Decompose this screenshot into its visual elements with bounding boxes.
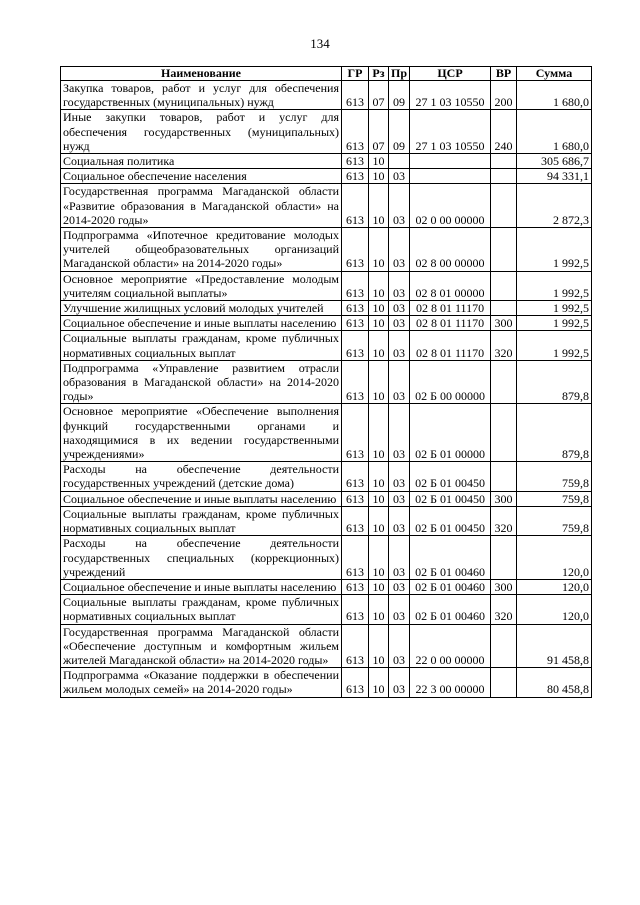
cell-csr [410,154,491,169]
cell-name: Государственная программа Магаданской области «Обеспечение доступным и комфортным жильем жителей Магаданской области» на 2014-2020 годы» [61,624,342,668]
table-row [61,301,592,316]
cell-vr [491,462,517,491]
cell-name: Социальное обеспечение населения [61,169,342,184]
cell-pr: 03 [389,331,410,360]
table-row [61,271,592,300]
cell-vr: 320 [491,331,517,360]
cell-gr: 613 [342,81,369,110]
cell-vr [491,169,517,184]
cell-vr: 240 [491,110,517,154]
cell-gr: 613 [342,668,369,697]
cell-sum: 1 992,5 [517,316,592,331]
cell-name: Социальное обеспечение и иные выплаты населению [61,491,342,506]
cell-sum: 120,0 [517,536,592,580]
table-row [61,169,592,184]
cell-name: Основное мероприятие «Обеспечение выполнения функций государственными органами и находящимися в их ведении государственными учреждениями» [61,404,342,462]
cell-rz: 10 [369,624,389,668]
cell-rz: 10 [369,404,389,462]
cell-pr: 09 [389,110,410,154]
cell-name: Социальные выплаты гражданам, кроме публичных нормативных социальных выплат [61,331,342,360]
cell-name: Иные закупки товаров, работ и услуг для обеспечения государственных (муниципальных) нужд [61,110,342,154]
cell-vr: 320 [491,595,517,624]
cell-csr: 02 8 01 00000 [410,271,491,300]
cell-pr: 03 [389,360,410,404]
cell-rz: 10 [369,462,389,491]
cell-vr [491,668,517,697]
cell-sum: 1 992,5 [517,331,592,360]
cell-pr: 03 [389,579,410,594]
cell-csr: 02 Б 01 00000 [410,404,491,462]
cell-csr: 02 Б 00 00000 [410,360,491,404]
cell-csr: 22 3 00 00000 [410,668,491,697]
cell-rz: 10 [369,154,389,169]
cell-pr: 03 [389,316,410,331]
cell-sum: 1 680,0 [517,81,592,110]
cell-gr: 613 [342,462,369,491]
cell-vr [491,271,517,300]
cell-sum: 80 458,8 [517,668,592,697]
cell-rz: 10 [369,595,389,624]
cell-vr: 300 [491,579,517,594]
cell-name: Социальное обеспечение и иные выплаты населению [61,316,342,331]
cell-csr: 02 0 00 00000 [410,184,491,228]
cell-pr: 03 [389,169,410,184]
table-row [61,331,592,360]
table-row [61,110,592,154]
cell-vr: 200 [491,81,517,110]
cell-pr: 03 [389,624,410,668]
cell-vr [491,228,517,272]
cell-csr: 02 Б 01 00450 [410,506,491,535]
cell-vr [491,360,517,404]
cell-name: Основное мероприятие «Предоставление молодым учителям социальной выплаты» [61,271,342,300]
cell-sum: 879,8 [517,360,592,404]
table-row [61,595,592,624]
cell-pr: 03 [389,462,410,491]
cell-rz: 10 [369,579,389,594]
cell-name: Подпрограмма «Управление развитием отрасли образования в Магаданской области» на 2014-2020 годы» [61,360,342,404]
table-row [61,154,592,169]
cell-gr: 613 [342,184,369,228]
cell-vr [491,404,517,462]
cell-pr [389,154,410,169]
cell-gr: 613 [342,404,369,462]
table-row [61,579,592,594]
table-row [61,81,592,110]
cell-rz: 10 [369,668,389,697]
cell-sum: 120,0 [517,595,592,624]
cell-rz: 10 [369,228,389,272]
cell-gr: 613 [342,316,369,331]
cell-vr [491,154,517,169]
table-row [61,536,592,580]
cell-sum: 879,8 [517,404,592,462]
cell-name: Расходы на обеспечение деятельности государственных учреждений (детские дома) [61,462,342,491]
cell-gr: 613 [342,491,369,506]
cell-vr [491,184,517,228]
cell-rz: 10 [369,536,389,580]
cell-gr: 613 [342,360,369,404]
cell-pr: 03 [389,668,410,697]
table-body [61,81,592,698]
cell-name: Социальные выплаты гражданам, кроме публичных нормативных социальных выплат [61,595,342,624]
table-row [61,228,592,272]
table-row [61,506,592,535]
cell-rz: 10 [369,491,389,506]
header-pr: Пр [389,67,410,81]
cell-rz: 10 [369,331,389,360]
cell-vr [491,536,517,580]
cell-rz: 10 [369,184,389,228]
cell-rz: 07 [369,81,389,110]
cell-pr: 03 [389,506,410,535]
cell-csr: 22 0 00 00000 [410,624,491,668]
cell-csr: 02 Б 01 00460 [410,595,491,624]
header-vr: ВР [491,67,517,81]
cell-rz: 10 [369,271,389,300]
header-gr: ГР [342,67,369,81]
cell-gr: 613 [342,331,369,360]
cell-gr: 613 [342,506,369,535]
cell-name: Расходы на обеспечение деятельности государственных специальных (коррекционных) учреждений [61,536,342,580]
cell-gr: 613 [342,624,369,668]
cell-gr: 613 [342,579,369,594]
table-row [61,316,592,331]
cell-sum: 759,8 [517,506,592,535]
table-row [61,668,592,697]
cell-name: Социальное обеспечение и иные выплаты населению [61,579,342,594]
table-row [61,184,592,228]
cell-rz: 10 [369,360,389,404]
header-rz: Рз [369,67,389,81]
cell-rz: 10 [369,506,389,535]
cell-gr: 613 [342,228,369,272]
cell-gr: 613 [342,271,369,300]
cell-vr [491,301,517,316]
cell-gr: 613 [342,154,369,169]
table-header [61,67,592,81]
cell-sum: 120,0 [517,579,592,594]
table-row [61,491,592,506]
cell-csr: 02 Б 01 00450 [410,462,491,491]
budget-table [60,66,592,698]
cell-csr: 02 8 01 11170 [410,301,491,316]
table-row [61,404,592,462]
cell-vr [491,624,517,668]
table-row [61,624,592,668]
cell-vr: 300 [491,491,517,506]
cell-name: Улучшение жилищных условий молодых учителей [61,301,342,316]
cell-pr: 09 [389,81,410,110]
cell-sum: 305 686,7 [517,154,592,169]
cell-sum: 1 680,0 [517,110,592,154]
cell-gr: 613 [342,169,369,184]
cell-gr: 613 [342,110,369,154]
cell-sum: 94 331,1 [517,169,592,184]
header-row [61,67,592,81]
cell-pr: 03 [389,184,410,228]
cell-name: Социальные выплаты гражданам, кроме публичных нормативных социальных выплат [61,506,342,535]
cell-name: Закупка товаров, работ и услуг для обеспечения государственных (муниципальных) нужд [61,81,342,110]
cell-name: Подпрограмма «Оказание поддержки в обеспечении жильем молодых семей» на 2014-2020 годы» [61,668,342,697]
cell-gr: 613 [342,301,369,316]
cell-name: Государственная программа Магаданской области «Развитие образования в Магаданской области» на 2014-2020 годы» [61,184,342,228]
cell-csr: 02 8 01 11170 [410,316,491,331]
cell-csr: 02 Б 01 00460 [410,536,491,580]
cell-gr: 613 [342,536,369,580]
cell-vr: 320 [491,506,517,535]
cell-name: Социальная политика [61,154,342,169]
cell-csr: 27 1 03 10550 [410,81,491,110]
cell-csr: 02 8 00 00000 [410,228,491,272]
cell-sum: 759,8 [517,491,592,506]
table-row [61,360,592,404]
cell-sum: 1 992,5 [517,271,592,300]
cell-pr: 03 [389,595,410,624]
cell-sum: 2 872,3 [517,184,592,228]
header-name: Наименование [61,67,342,81]
header-sum: Сумма [517,67,592,81]
cell-rz: 10 [369,316,389,331]
cell-pr: 03 [389,271,410,300]
cell-sum: 759,8 [517,462,592,491]
cell-csr: 02 Б 01 00450 [410,491,491,506]
cell-name: Подпрограмма «Ипотечное кредитование молодых учителей общеобразовательных организаций Магаданской области» на 2014-2020 годы» [61,228,342,272]
cell-rz: 10 [369,301,389,316]
cell-csr [410,169,491,184]
page-number: 134 [310,36,330,51]
cell-csr: 02 8 01 11170 [410,331,491,360]
cell-pr: 03 [389,536,410,580]
header-csr: ЦСР [410,67,491,81]
cell-csr: 27 1 03 10550 [410,110,491,154]
cell-pr: 03 [389,301,410,316]
cell-pr: 03 [389,491,410,506]
cell-sum: 1 992,5 [517,301,592,316]
cell-pr: 03 [389,404,410,462]
cell-vr: 300 [491,316,517,331]
cell-gr: 613 [342,595,369,624]
cell-rz: 10 [369,169,389,184]
cell-sum: 1 992,5 [517,228,592,272]
table-row [61,462,592,491]
cell-sum: 91 458,8 [517,624,592,668]
cell-pr: 03 [389,228,410,272]
cell-rz: 07 [369,110,389,154]
cell-csr: 02 Б 01 00460 [410,579,491,594]
